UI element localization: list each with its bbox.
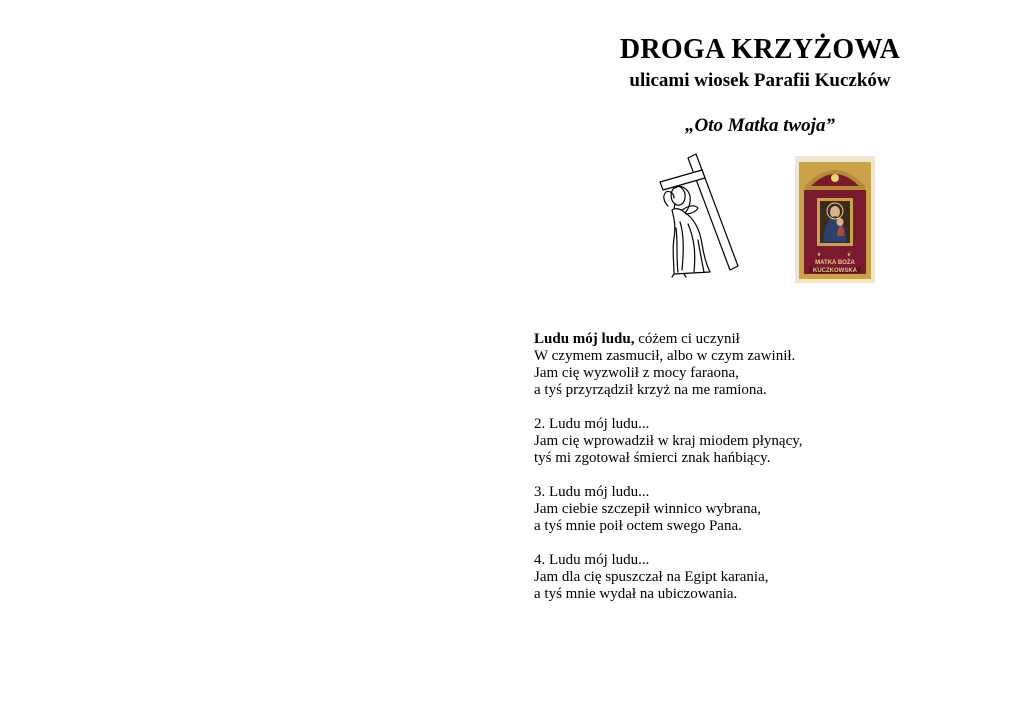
stanza-4 (534, 552, 954, 603)
verse-line: a tyś mnie wydał na ubiczowania. (534, 586, 738, 602)
verse-line: Jam dla cię spuszczał na Egipt karania, (534, 569, 769, 585)
verse-line: W czymem zasmucił, albo w czym zawinił. (534, 348, 796, 364)
svg-text:❦: ❦ (847, 252, 852, 258)
verse-line: Jam ciebie szczepił winnico wybrana, (534, 501, 761, 517)
stanza-1-first-line (534, 331, 954, 348)
verse-line: a tyś przyrządził krzyż na me ramiona. (534, 382, 767, 398)
stanza-1 (534, 331, 954, 399)
verse-line: Jam cię wyzwolił z mocy faraona, (534, 365, 739, 381)
stanza-3-first-line: 3. Ludu mój ludu... (534, 484, 650, 500)
jesus-carrying-cross-illustration (644, 152, 740, 278)
icon-caption-line1: MATKA BOŻA (815, 260, 855, 266)
motto: „Oto Matka twoja” (685, 115, 835, 136)
verse-line: a tyś mnie poił octem swego Pana. (534, 518, 742, 534)
stanza-1-lead-rest: cóżem ci uczynił (634, 331, 740, 347)
stanza-2-first-line: 2. Ludu mój ludu... (534, 416, 650, 432)
stanza-3 (534, 484, 954, 535)
stanza-4-first-line: 4. Ludu mój ludu... (534, 552, 650, 568)
stanza-2 (534, 416, 954, 467)
verse-line: Jam cię wprowadził w kraj miodem płynący, (534, 433, 803, 449)
svg-text:❦: ❦ (817, 252, 822, 258)
song-verses (534, 331, 954, 620)
page-subtitle: ulicami wiosek Parafii Kuczków (629, 70, 891, 91)
verse-line: tyś mi zgotował śmierci znak hańbiący. (534, 450, 771, 466)
icon-caption-line2: KUCZKOWSKA (813, 268, 857, 274)
matka-boza-icon-image (795, 156, 875, 283)
stanza-1-lead-bold: Ludu mój ludu, (534, 331, 635, 347)
page-title: DROGA KRZYŻOWA (619, 34, 901, 65)
